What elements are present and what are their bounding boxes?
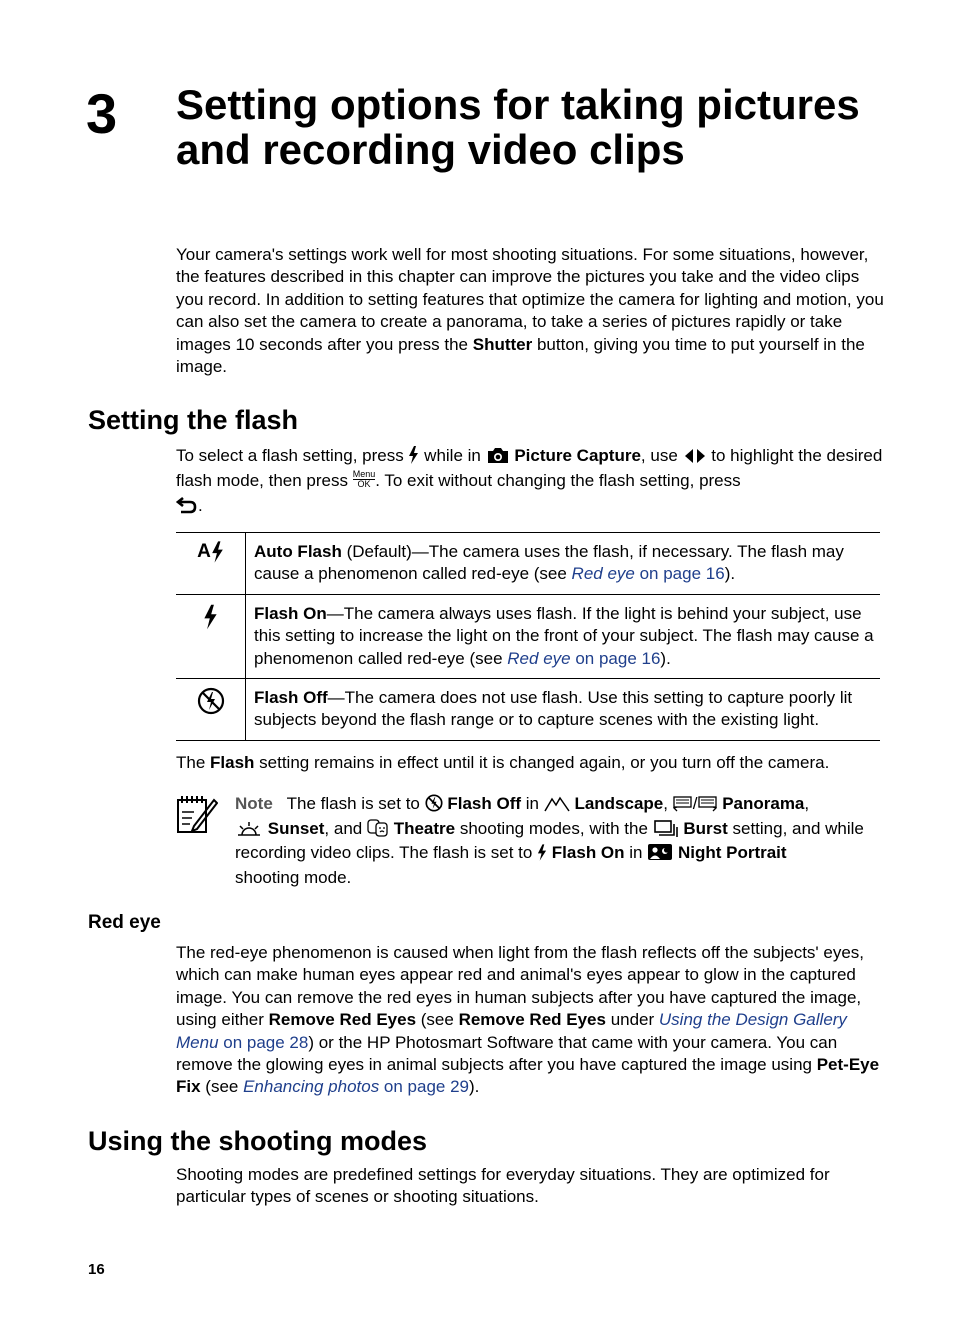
left-right-arrows-icon — [683, 448, 707, 464]
shooting-modes-paragraph: Shooting modes are predefined settings for everyday situations. They are optimized for particular types of scenes or shooting situations. — [176, 1165, 830, 1207]
shutter-term: Shutter — [472, 334, 533, 354]
panorama-left-icon — [673, 795, 693, 812]
note-label: Note — [235, 794, 273, 813]
table-text-cell: Flash Off—The camera does not use flash. Use this setting to capture poorly lit subjects beyond the flash range or to capture scenes with the existing light. — [246, 679, 881, 741]
flash-remains-paragraph: The Flash setting remains in effect until it is changed again, or you turn off the camera. — [176, 753, 830, 772]
auto-flash-icon: A — [197, 541, 224, 562]
note-icon — [176, 792, 218, 834]
intro-paragraph: Your camera's settings work well for most shooting situations. For some situations, however, the features described in this chapter can improve the pictures you take and the video clips you record. In addition to setting features that optimize the camera for lighting and motion, you can also set the camera to create a panorama, to take a series of pictures rapidly or take images 10 seconds after you press the Shutter button, giving you time to put yourself in the image. — [176, 245, 884, 377]
flash-off-icon — [425, 794, 443, 812]
flash-on-icon — [203, 603, 218, 631]
note-text: Note The flash is set to Flash Off in Landscape, / Panorama, Sunset, and Theatre shooting modes, with the Burst setting, and while recording video clips. The flash is set to Flash On in Night Portrait shooting mode. — [235, 794, 864, 887]
burst-icon — [653, 819, 679, 837]
flash-off-icon — [197, 687, 225, 715]
flash-icon — [408, 446, 419, 464]
panorama-right-icon — [697, 795, 717, 812]
flash-instructions: To select a flash setting, press while in Picture Capture, use to highlight the desired flash mode, then press Menu OK . To exit without changing the flash setting, press . — [176, 446, 883, 515]
camera-icon — [486, 447, 510, 464]
flash-mode-table — [176, 532, 880, 741]
landscape-icon — [544, 795, 570, 812]
subsection-heading-red-eye: Red eye — [88, 912, 161, 933]
flash-on-icon — [537, 844, 547, 861]
table-row — [176, 594, 880, 678]
sunset-icon — [235, 819, 263, 837]
table-text-cell: Auto Flash (Default)—The camera uses the flash, if necessary. The flash may cause a phenomenon called red-eye (see Red eye on page 16). — [246, 533, 881, 595]
design-gallery-link[interactable]: Using the Design Gallery Menu — [176, 1010, 847, 1052]
chapter-title: Setting options for taking pictures and recording video clips — [176, 81, 860, 173]
red-eye-link[interactable]: Red eye — [571, 564, 635, 584]
menu-ok-icon: Menu OK — [352, 469, 376, 489]
table-text-cell: Flash On—The camera always uses flash. If the light is behind your subject, use this setting to increase the light on the front of your subject. The flash may cause a phenomenon called red-eye (see Red eye on page 16). — [246, 594, 881, 678]
chapter-number: 3 — [86, 82, 118, 145]
theatre-icon — [367, 819, 389, 837]
table-icon-cell — [176, 533, 246, 595]
section-heading-shooting-modes: Using the shooting modes — [88, 1126, 428, 1156]
table-row — [176, 679, 880, 741]
table-row — [176, 533, 880, 595]
back-arrow-icon — [176, 496, 198, 514]
red-eye-link[interactable]: Red eye — [507, 648, 571, 668]
table-icon-cell — [176, 594, 246, 678]
section-heading-flash: Setting the flash — [88, 405, 299, 435]
red-eye-paragraph: The red-eye phenomenon is caused when light from the flash reflects off the subjects' eyes, which can make human eyes appear red and animal's eyes appear to glow in the captured image. You can remove the red eyes in human subjects after you have captured the image, using either Remove Red Eyes (see Remove Red Eyes under Using the Design Gallery Menu on page 28) or the HP Photosmart Software that came with your camera. You can remove the glowing eyes in animal subjects after you have captured the image using Pet-Eye Fix (see Enhancing photos on page 29). — [176, 943, 880, 1097]
page-number: 16 — [88, 1261, 105, 1278]
night-portrait-icon — [647, 843, 673, 861]
enhancing-photos-link[interactable]: Enhancing photos — [243, 1077, 380, 1097]
table-icon-cell — [176, 679, 246, 741]
